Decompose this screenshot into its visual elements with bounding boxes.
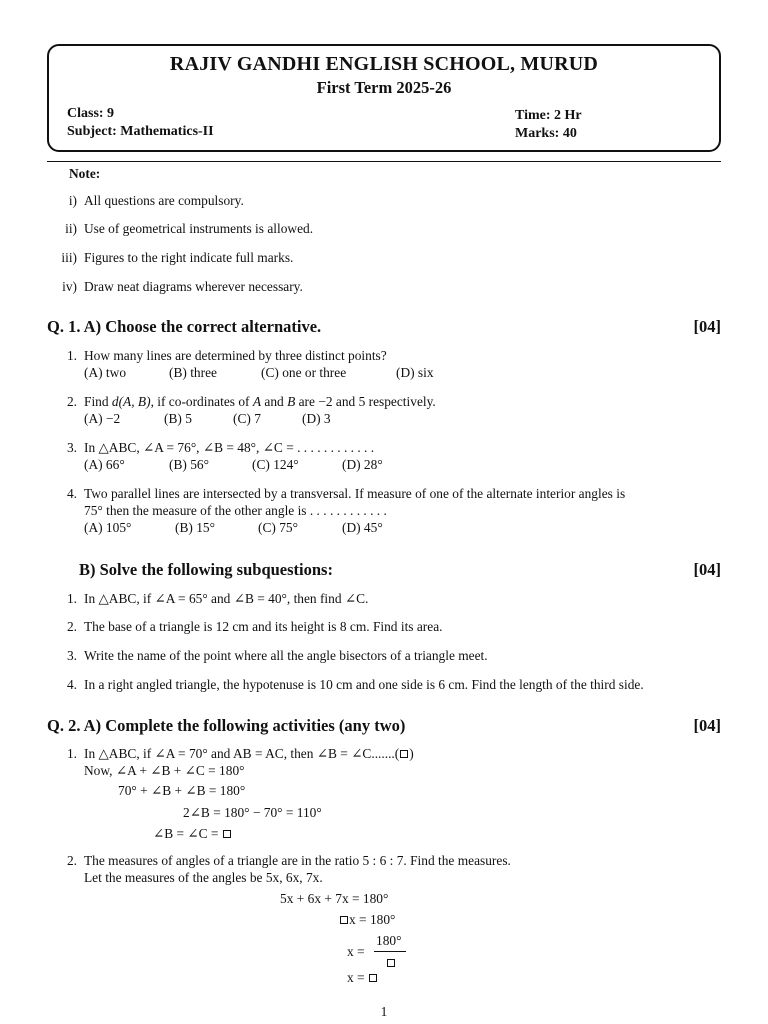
- note-title: Note:: [69, 166, 101, 181]
- option: (C) one or three: [261, 365, 347, 380]
- q1b-item-text: In △ABC, if ∠A = 65° and ∠B = 40°, then find ∠C.: [84, 591, 369, 606]
- fraction-bar: [374, 951, 406, 952]
- option: (D) 45°: [342, 520, 383, 535]
- activity1-line: 2∠B = 180° − 70° = 110°: [183, 805, 322, 820]
- note-text: All questions are compulsory.: [84, 193, 244, 208]
- q2a-marks: [04]: [693, 716, 721, 735]
- option: (D) six: [396, 365, 434, 380]
- exam-term: First Term 2025-26: [316, 78, 452, 97]
- q1b-marks: [04]: [693, 560, 721, 579]
- q1a-heading: Q. 1. A) Choose the correct alternative.: [47, 317, 322, 336]
- q1a-item-text: In △ABC, ∠A = 76°, ∠B = 48°, ∠C = . . . . . . . . . . . .: [84, 440, 375, 455]
- marks-label: Marks: 40: [515, 126, 577, 141]
- q1b-item-num: 1.: [66, 591, 77, 606]
- q1a-item-text: Two parallel lines are intersected by a transversal. If measure of one of the alternate interior angles is: [84, 486, 626, 501]
- option: (B) 15°: [175, 520, 215, 535]
- q1b-item-text: In a right angled triangle, the hypotenuse is 10 cm and one side is 6 cm. Find the length of the third side.: [84, 677, 644, 692]
- option: (B) three: [169, 365, 217, 380]
- subject-label: Subject: Mathematics-II: [67, 124, 214, 139]
- option: (B) 5: [164, 411, 192, 426]
- activity2-line: 5x + 6x + 7x = 180°: [280, 891, 389, 906]
- activity1-line: 70° + ∠B + ∠B = 180°: [118, 783, 246, 798]
- blank-box-icon: [223, 830, 231, 838]
- q1b-item-num: 3.: [66, 648, 77, 663]
- q1a-item-text: Find d(A, B), if co-ordinates of A and B are −2 and 5 respectively.: [84, 394, 436, 409]
- q1a-item-num: 1.: [66, 348, 77, 363]
- page-number: 1: [380, 1004, 388, 1019]
- blank-box-icon: [387, 959, 395, 967]
- option: (C) 7: [233, 411, 261, 426]
- option: (A) two: [84, 365, 127, 380]
- option: (D) 3: [302, 411, 331, 426]
- option: (C) 124°: [252, 457, 299, 472]
- blank-box-icon: [369, 974, 377, 982]
- note-num: i): [68, 193, 77, 208]
- note-num: ii): [65, 221, 77, 236]
- q1b-heading: B) Solve the following subquestions:: [79, 560, 333, 579]
- q1a-item-text: How many lines are determined by three distinct points?: [84, 348, 387, 363]
- option: (B) 56°: [169, 457, 209, 472]
- q1b-item-num: 2.: [66, 619, 77, 634]
- fraction-numerator: 180°: [376, 933, 402, 948]
- q1a-marks: [04]: [693, 317, 721, 336]
- note-text: Use of geometrical instruments is allowed.: [84, 221, 314, 236]
- option: (A) 105°: [84, 520, 132, 535]
- fraction-denominator: [386, 955, 396, 971]
- q1b-item-text: The base of a triangle is 12 cm and its height is 8 cm. Find its area.: [84, 619, 443, 634]
- q2a-item-num: 2.: [66, 853, 77, 868]
- option: (D) 28°: [342, 457, 383, 472]
- q2a-heading: Q. 2. A) Complete the following activities (any two): [47, 716, 406, 735]
- q1a-item-num: 3.: [66, 440, 77, 455]
- option: (A) 66°: [84, 457, 125, 472]
- q1a-item-num: 2.: [66, 394, 77, 409]
- activity1-line: Now, ∠A + ∠B + ∠C = 180°: [84, 763, 245, 778]
- activity2-line: Let the measures of the angles be 5x, 6x, 7x.: [84, 870, 323, 885]
- fraction-lhs: x =: [347, 944, 365, 959]
- q1b-item-text: Write the name of the point where all the angle bisectors of a triangle meet.: [84, 648, 488, 663]
- activity2-line: The measures of angles of a triangle are in the ratio 5 : 6 : 7. Find the measures.: [84, 853, 511, 868]
- note-text: Draw neat diagrams wherever necessary.: [84, 279, 303, 294]
- blank-box-icon: [400, 750, 408, 758]
- activity1-line: ∠B = ∠C =: [153, 826, 232, 842]
- activity2-line: x = 180°: [339, 912, 395, 928]
- activity1-line: In △ABC, if ∠A = 70° and AB = AC, then ∠B = ∠C.......( ): [84, 746, 414, 761]
- q1a-item-text-cont: 75° then the measure of the other angle is . . . . . . . . . . . .: [84, 503, 387, 518]
- activity2-line: x =: [347, 970, 378, 986]
- option: (A) −2: [84, 411, 121, 426]
- note-text: Figures to the right indicate full marks.: [84, 250, 294, 265]
- option: (C) 75°: [258, 520, 298, 535]
- q1b-item-num: 4.: [66, 677, 77, 692]
- blank-box-icon: [340, 916, 348, 924]
- class-label: Class: 9: [67, 106, 115, 121]
- time-label: Time: 2 Hr: [515, 108, 582, 123]
- note-num: iii): [61, 250, 77, 265]
- q1a-item-num: 4.: [66, 486, 77, 501]
- school-name: RAJIV GANDHI ENGLISH SCHOOL, MURUD: [169, 53, 599, 75]
- q2a-item-num: 1.: [66, 746, 77, 761]
- note-num: iv): [62, 279, 77, 294]
- header-rule: [47, 161, 721, 162]
